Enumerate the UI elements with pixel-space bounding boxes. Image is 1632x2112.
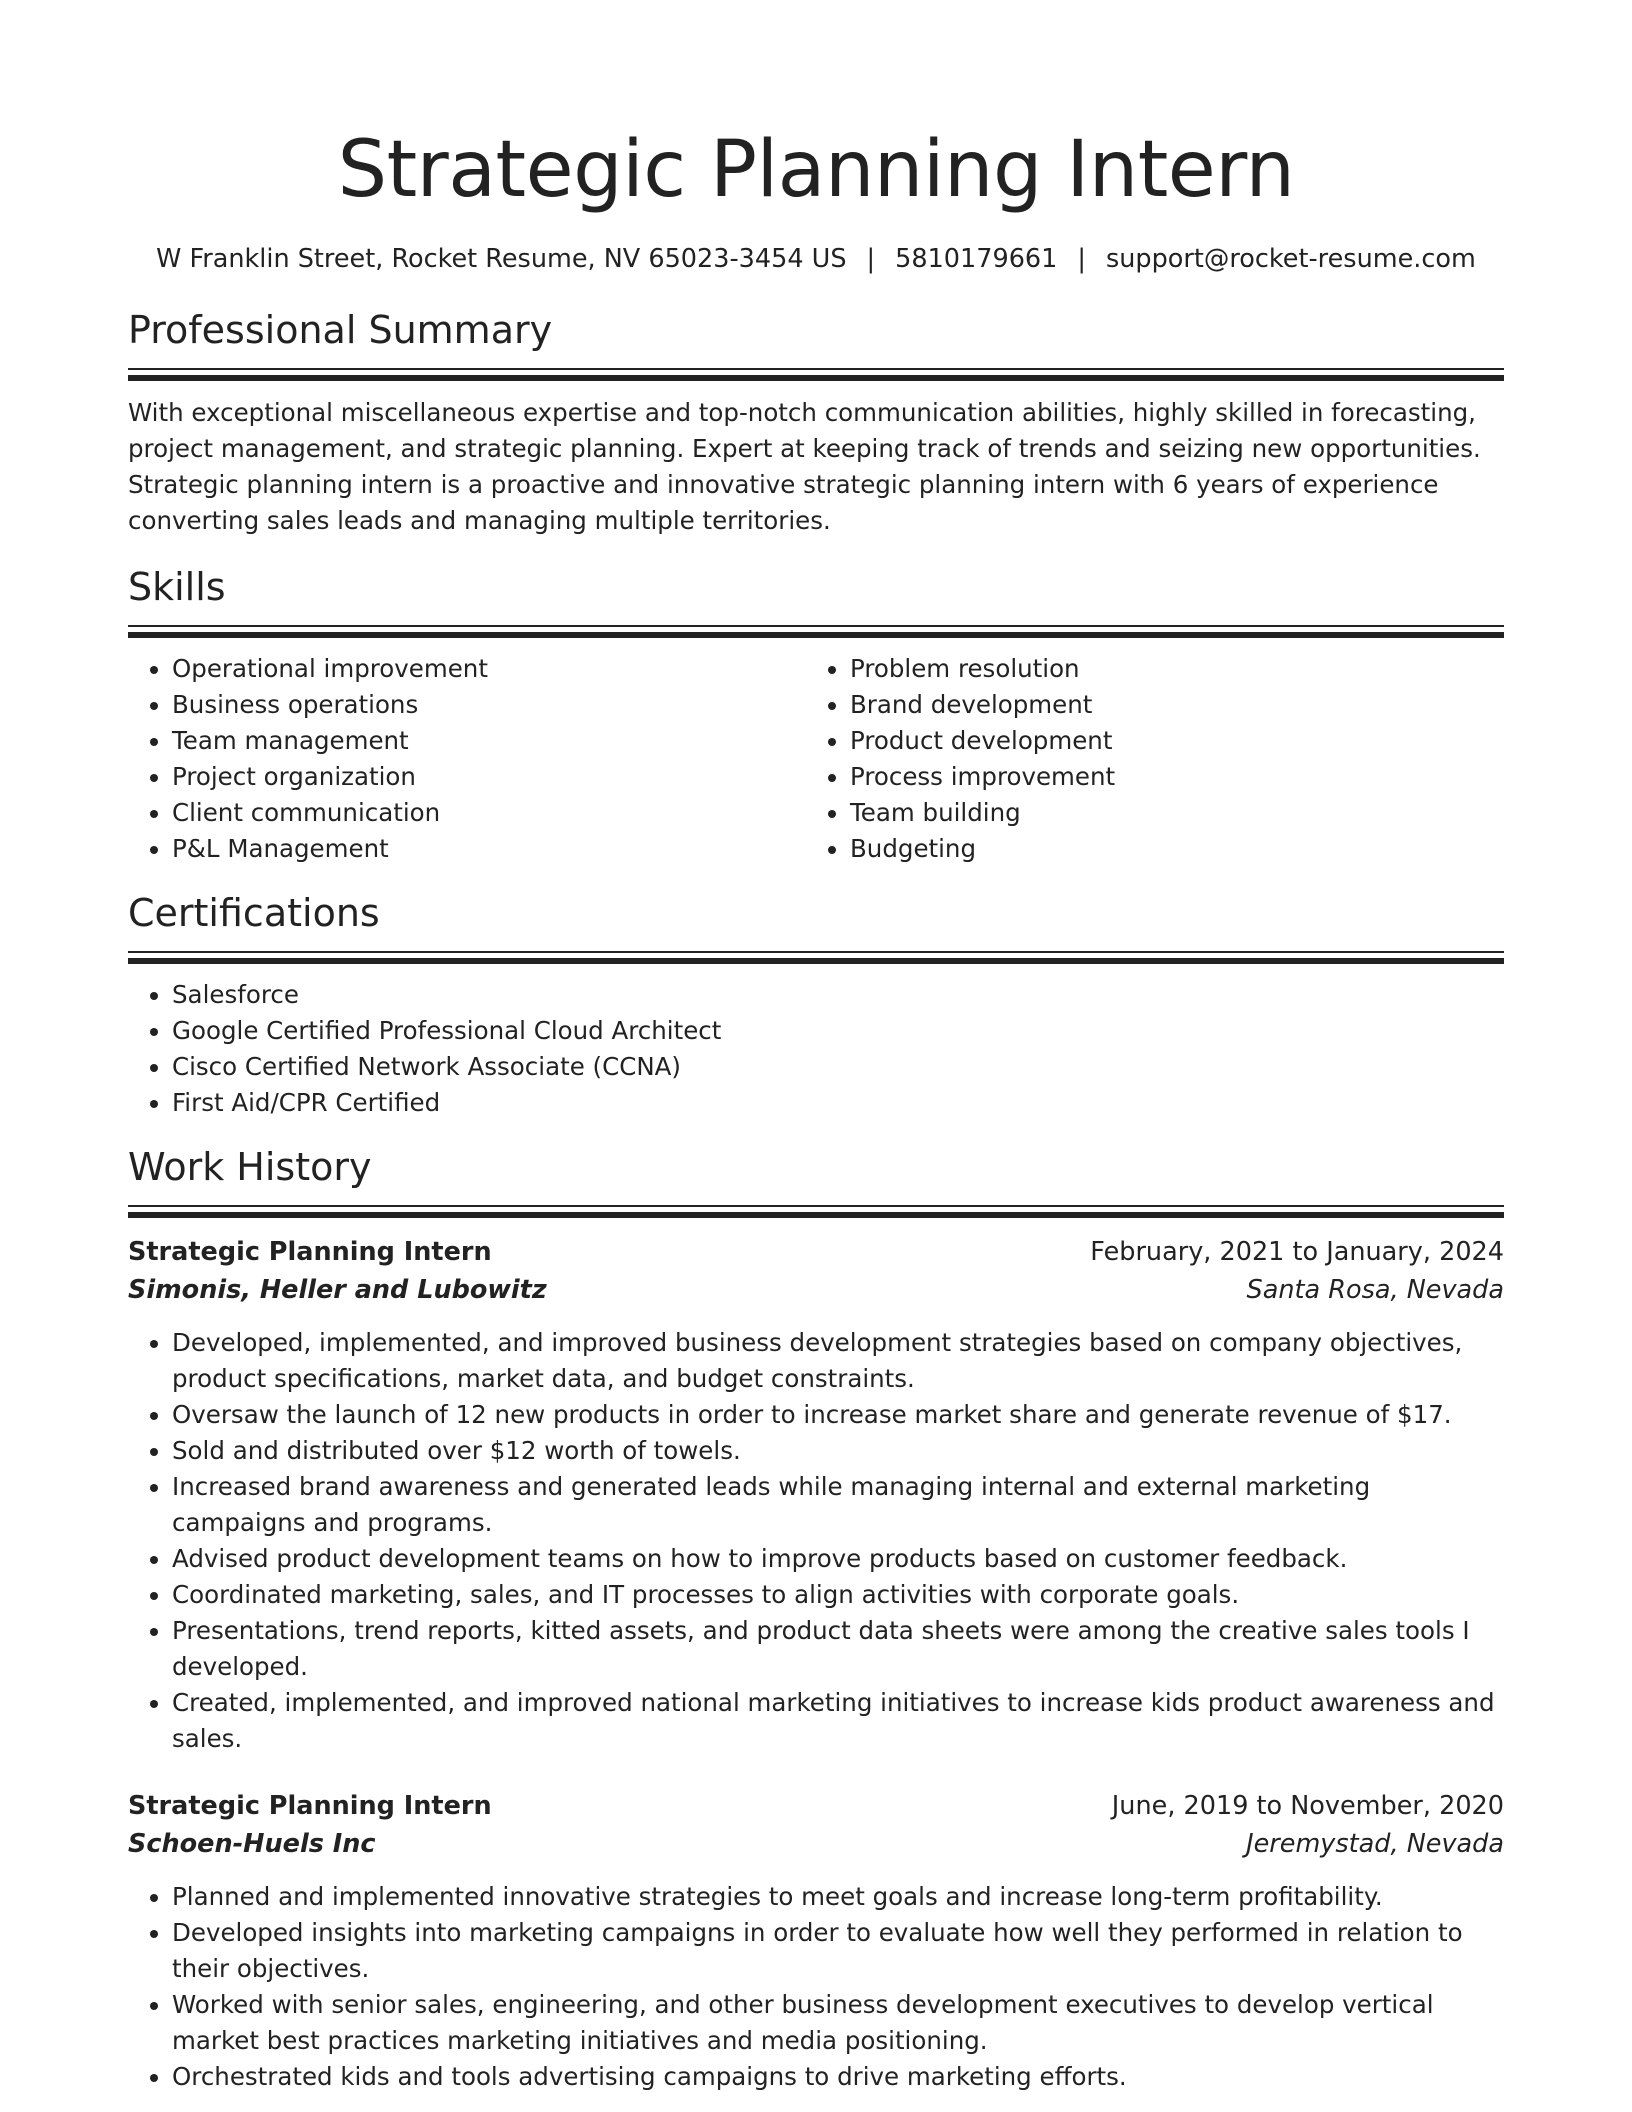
job-bullet: • Planned and implemented innovative strategies to meet goals and increase long-term profitability. <box>172 1879 1504 1915</box>
section-divider <box>128 951 1504 963</box>
resume-page <box>128 0 1504 2095</box>
section-title: Skills <box>128 565 226 609</box>
job-entry <box>128 1787 1504 2095</box>
email: support@rocket-resume.com <box>1105 244 1476 274</box>
job-bullet: • Developed insights into marketing campaigns in order to evaluate how well they performed in relation to their objectives. <box>172 1915 1504 1987</box>
skill-item: • Product development <box>850 723 1484 759</box>
job-bullet: • Increased brand awareness and generated leads while managing internal and external marketing campaigns and programs. <box>172 1469 1504 1541</box>
separator: | <box>866 244 876 274</box>
section-title: Professional Summary <box>128 308 553 352</box>
job-header <box>128 1787 1504 1825</box>
phone: 5810179661 <box>895 244 1058 274</box>
job-bullets <box>128 1879 1504 2095</box>
job-title: Strategic Planning Intern <box>128 1791 492 1821</box>
job-dates: February, 2021 to January, 2024 <box>1090 1237 1504 1267</box>
summary-section <box>128 306 1504 539</box>
job-bullet: • Presentations, trend reports, kitted assets, and product data sheets were among the creative sales tools I developed. <box>172 1613 1504 1685</box>
job-dates: June, 2019 to November, 2020 <box>1111 1791 1504 1821</box>
job-bullet: • Oversaw the launch of 12 new products in order to increase market share and generate revenue of $17. <box>172 1397 1504 1433</box>
job-location: Santa Rosa, Nevada <box>1246 1275 1504 1305</box>
certification-item: • Salesforce <box>172 977 1504 1013</box>
certification-item: • Cisco Certified Network Associate (CCNA) <box>172 1049 1504 1085</box>
candidate-name: Strategic Planning Intern <box>337 125 1295 215</box>
job-company: Schoen-Huels Inc <box>128 1829 376 1859</box>
skill-item: • Process improvement <box>850 759 1484 795</box>
skill-item: • Team management <box>172 723 806 759</box>
certifications-section <box>128 889 1504 1121</box>
address: W Franklin Street, Rocket Resume, NV 65023-3454 US <box>156 244 847 274</box>
certifications-list <box>128 977 1504 1121</box>
skill-item: • P&L Management <box>172 831 806 867</box>
certification-item: • First Aid/CPR Certified <box>172 1085 1504 1121</box>
skill-item: • Team building <box>850 795 1484 831</box>
job-entry <box>128 1233 1504 1757</box>
job-bullet: • Orchestrated kids and tools advertising campaigns to drive marketing efforts. <box>172 2059 1504 2095</box>
section-title: Certifications <box>128 891 380 935</box>
job-bullet: • Sold and distributed over $12 worth of towels. <box>172 1433 1504 1469</box>
skill-item: • Project organization <box>172 759 806 795</box>
section-divider <box>128 1205 1504 1217</box>
job-bullet: • Advised product development teams on how to improve products based on customer feedback. <box>172 1541 1504 1577</box>
skill-item: • Budgeting <box>850 831 1484 867</box>
contact-line <box>128 242 1504 276</box>
job-subheader <box>128 1825 1504 1863</box>
work-history-section <box>128 1143 1504 2095</box>
job-bullet: • Worked with senior sales, engineering, and other business development executives to develop vertical market best practices marketing initiatives and media positioning. <box>172 1987 1504 2059</box>
skills-list-right <box>806 651 1484 867</box>
section-divider <box>128 625 1504 637</box>
job-header <box>128 1233 1504 1271</box>
job-bullet: • Created, implemented, and improved national marketing initiatives to increase kids product awareness and sales. <box>172 1685 1504 1757</box>
job-subheader <box>128 1271 1504 1309</box>
certification-item: • Google Certified Professional Cloud Architect <box>172 1013 1504 1049</box>
job-title: Strategic Planning Intern <box>128 1237 492 1267</box>
separator: | <box>1077 244 1086 274</box>
skill-item: • Client communication <box>172 795 806 831</box>
job-bullets <box>128 1325 1504 1757</box>
job-bullet: • Coordinated marketing, sales, and IT processes to align activities with corporate goals. <box>172 1577 1504 1613</box>
skill-item: • Business operations <box>172 687 806 723</box>
skill-item: • Operational improvement <box>172 651 806 687</box>
skills-list-left <box>128 651 806 867</box>
skills-grid <box>128 651 1504 867</box>
summary-text: With exceptional miscellaneous expertise and top-notch communication abilities, highly skilled in forecasting, project management, and strategic planning. Expert at keeping track of trends and seizing new opportunities. Strategic planning intern is a proactive and innovative strategic planning intern with 6 years of experience converting sales leads and managing multiple territories. <box>128 398 1481 535</box>
skill-item: • Problem resolution <box>850 651 1484 687</box>
job-bullet: • Developed, implemented, and improved business development strategies based on company objectives, product specifications, market data, and budget constraints. <box>172 1325 1504 1397</box>
section-title: Work History <box>128 1145 372 1189</box>
job-location: Jeremystad, Nevada <box>1246 1829 1504 1859</box>
skill-item: • Brand development <box>850 687 1484 723</box>
job-company: Simonis, Heller and Lubowitz <box>128 1275 547 1305</box>
skills-section <box>128 563 1504 867</box>
section-divider <box>128 368 1504 380</box>
